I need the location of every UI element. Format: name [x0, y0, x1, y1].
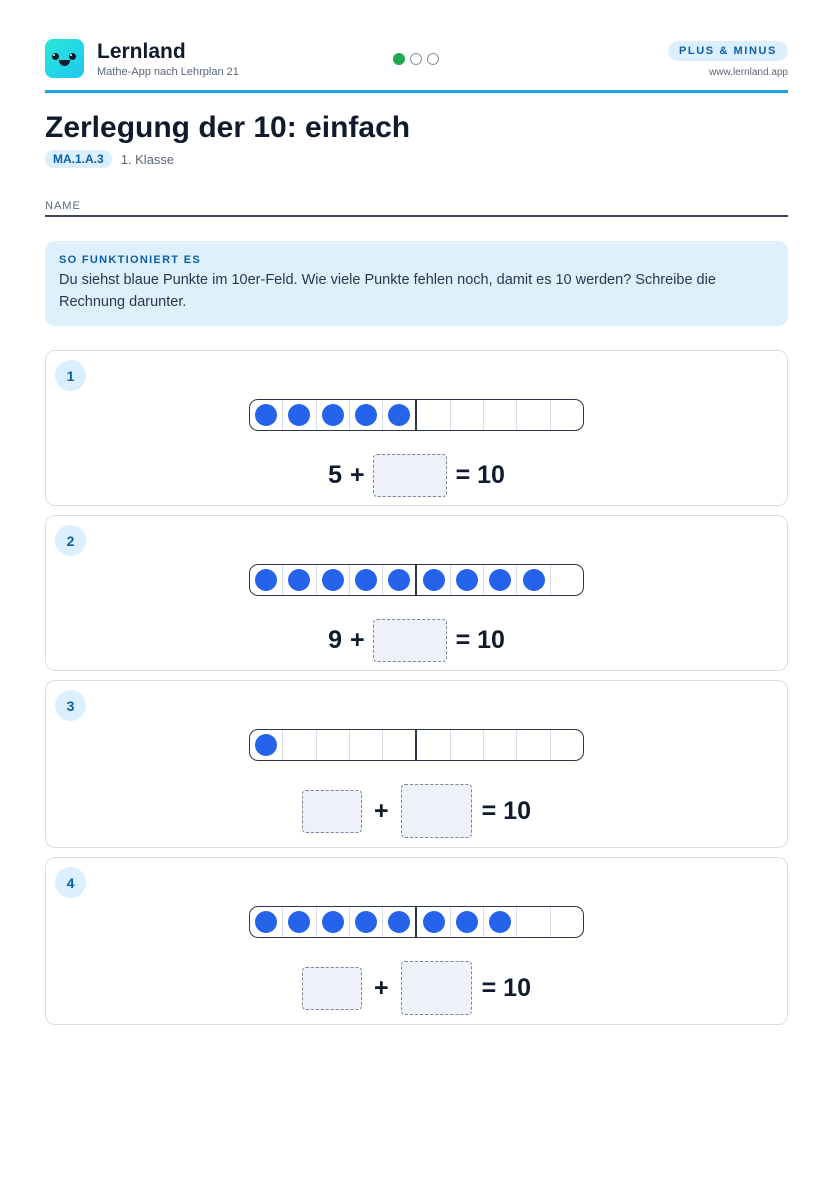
ten-frame-cell	[551, 400, 583, 430]
equation	[46, 783, 787, 839]
ten-frame-cell	[484, 730, 517, 760]
plus-sign: +	[374, 973, 389, 1002]
instructions-text: Du siehst blaue Punkte im 10er-Feld. Wie viele Punkte fehlen noch, damit es 10 werden? Schreibe die Rechnung darunter.	[59, 272, 716, 310]
ten-frame-cell	[250, 730, 283, 760]
answer-box[interactable]	[373, 454, 447, 497]
ten-frame-cell	[417, 907, 450, 937]
blue-counter-dot	[489, 911, 511, 933]
grade-label: 1. Klasse	[120, 151, 175, 167]
ten-frame	[249, 729, 584, 761]
ten-frame-cell	[517, 730, 550, 760]
task-number: 3	[55, 690, 86, 721]
blue-counter-dot	[322, 911, 344, 933]
ten-frame-cell	[383, 565, 417, 595]
blue-counter-dot	[456, 911, 478, 933]
ten-frame-cell	[451, 907, 484, 937]
ten-frame-cell	[283, 565, 316, 595]
ten-frame-cell	[317, 907, 350, 937]
ten-frame-cell	[317, 565, 350, 595]
ten-frame-cell	[350, 400, 383, 430]
ten-frame-cell	[283, 907, 316, 937]
ten-frame-cell	[417, 565, 450, 595]
equation-result: = 10	[455, 460, 505, 489]
blue-counter-dot	[489, 569, 511, 591]
blue-counter-dot	[388, 911, 410, 933]
ten-frame-cell	[283, 730, 316, 760]
name-write-line[interactable]	[45, 215, 788, 217]
answer-box[interactable]	[373, 619, 447, 662]
task-number: 1	[55, 360, 86, 391]
task-number: 4	[55, 867, 86, 898]
equation	[46, 618, 787, 662]
blue-counter-dot	[322, 569, 344, 591]
ten-frame	[249, 564, 584, 596]
ten-frame-cell	[451, 730, 484, 760]
progress-dot-empty	[427, 53, 439, 65]
ten-frame-cell	[417, 730, 450, 760]
ten-frame-cell	[350, 565, 383, 595]
first-answer-box[interactable]	[302, 967, 362, 1010]
equation	[46, 960, 787, 1016]
second-answer-box[interactable]	[401, 961, 472, 1015]
blue-counter-dot	[423, 911, 445, 933]
ten-frame-cell	[317, 730, 350, 760]
blue-counter-dot	[288, 911, 310, 933]
ten-frame-cell	[484, 907, 517, 937]
plus-sign: +	[349, 625, 365, 654]
ten-frame-cell	[484, 565, 517, 595]
ten-frame-cell	[250, 400, 283, 430]
blue-counter-dot	[288, 404, 310, 426]
curriculum-code-badge: MA.1.A.3	[45, 150, 112, 168]
equation-first-number: 9	[328, 625, 342, 654]
equation-result: = 10	[481, 796, 531, 825]
blue-counter-dot	[255, 734, 277, 756]
blue-counter-dot	[355, 404, 377, 426]
blue-counter-dot	[388, 569, 410, 591]
ten-frame-cell	[350, 907, 383, 937]
equation-result: = 10	[455, 625, 505, 654]
topic-badge: PLUS & MINUS	[668, 41, 788, 61]
page-header	[45, 38, 788, 92]
worksheet-title: Zerlegung der 10: einfach	[45, 111, 411, 144]
brand-name: Lernland	[97, 40, 186, 63]
second-answer-box[interactable]	[401, 784, 472, 838]
header-divider	[45, 90, 788, 93]
instructions-box	[45, 241, 788, 326]
task-card	[45, 350, 788, 506]
ten-frame-cell	[250, 565, 283, 595]
progress-dots	[393, 53, 439, 65]
ten-frame-cell	[451, 400, 484, 430]
task-card	[45, 680, 788, 848]
first-answer-box[interactable]	[302, 790, 362, 833]
ten-frame-cell	[451, 565, 484, 595]
ten-frame-cell	[551, 907, 583, 937]
ten-frame-cell	[283, 400, 316, 430]
ten-frame-cell	[383, 400, 417, 430]
plus-sign: +	[349, 460, 365, 489]
website-url: www.lernland.app	[709, 67, 788, 78]
ten-frame	[249, 399, 584, 431]
blue-counter-dot	[255, 911, 277, 933]
lernland-logo-icon	[45, 39, 84, 78]
blue-counter-dot	[288, 569, 310, 591]
ten-frame-cell	[317, 400, 350, 430]
plus-sign: +	[374, 796, 389, 825]
ten-frame-cell	[551, 730, 583, 760]
task-card	[45, 515, 788, 671]
task-card	[45, 857, 788, 1025]
ten-frame-cell	[250, 907, 283, 937]
worksheet-meta	[45, 150, 174, 168]
brand-tagline: Mathe-App nach Lehrplan 21	[97, 66, 239, 78]
ten-frame-cell	[350, 730, 383, 760]
task-number: 2	[55, 525, 86, 556]
ten-frame-cell	[517, 907, 550, 937]
blue-counter-dot	[255, 404, 277, 426]
ten-frame-cell	[383, 730, 417, 760]
blue-counter-dot	[355, 569, 377, 591]
blue-counter-dot	[523, 569, 545, 591]
equation-result: = 10	[481, 973, 531, 1002]
ten-frame-cell	[551, 565, 583, 595]
ten-frame-cell	[383, 907, 417, 937]
blue-counter-dot	[388, 404, 410, 426]
blue-counter-dot	[355, 911, 377, 933]
name-label: NAME	[45, 200, 81, 212]
equation-first-number: 5	[328, 460, 342, 489]
blue-counter-dot	[423, 569, 445, 591]
blue-counter-dot	[322, 404, 344, 426]
blue-counter-dot	[255, 569, 277, 591]
ten-frame-cell	[517, 565, 550, 595]
blue-counter-dot	[456, 569, 478, 591]
ten-frame-cell	[417, 400, 450, 430]
ten-frame	[249, 906, 584, 938]
equation	[46, 453, 787, 497]
ten-frame-cell	[517, 400, 550, 430]
progress-dot-filled	[393, 53, 405, 65]
progress-dot-empty	[410, 53, 422, 65]
instructions-title: SO FUNKTIONIERT ES	[59, 254, 201, 266]
ten-frame-cell	[484, 400, 517, 430]
